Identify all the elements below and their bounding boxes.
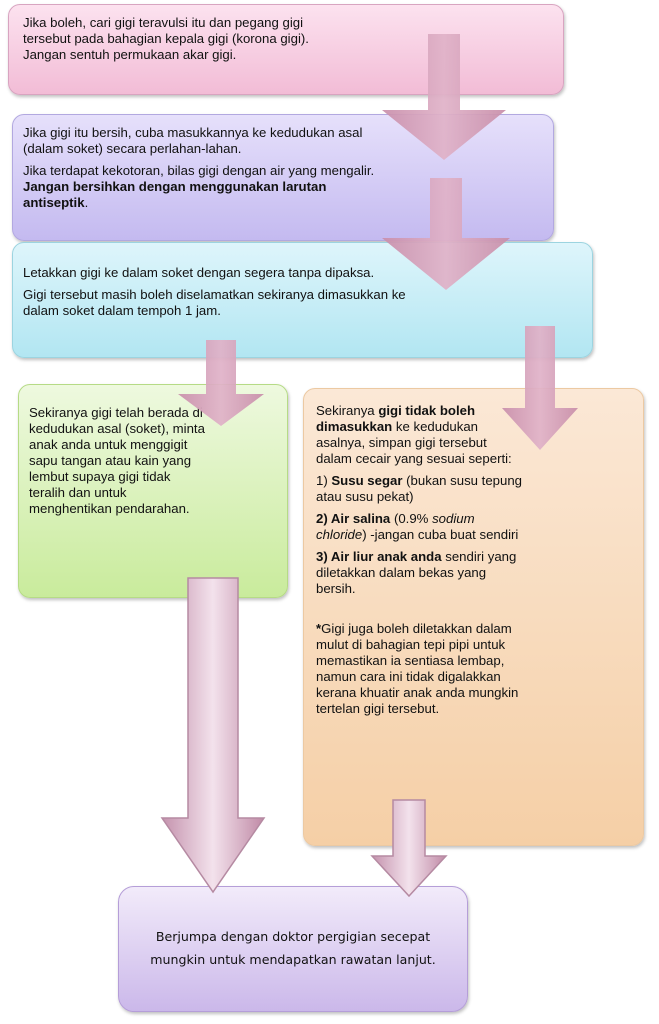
option-3: 3) Air liur anak anda sendiri yang diletakkan dalam bekas yang bersih. xyxy=(316,549,517,596)
right-branch-intro: Sekiranya gigi tidak boleh dimasukkan ke kedudukan asalnya, simpan gigi tersebut dalam cecair yang sesuai seperti: xyxy=(316,403,512,466)
step-3-paragraph-2: Gigi tersebut masih boleh diselamatkan sekiranya dimasukkan ke dalam soket dalam tempoh 1 jam. xyxy=(23,287,406,318)
step-2-paragraph-1: Jika gigi itu bersih, cuba masukkannya ke kedudukan asal (dalam soket) secara perlahan-lahan. xyxy=(23,125,363,156)
down-arrow-1 xyxy=(382,34,506,160)
down-arrow-2 xyxy=(382,178,510,290)
down-arrow-5 xyxy=(162,578,264,892)
final-step-text: Berjumpa dengan doktor pergigian secepat mungkin untuk mendapatkan rawatan lanjut. xyxy=(150,929,436,967)
down-arrow-4 xyxy=(502,326,578,450)
step-2-warning: Jangan bersihkan dengan menggunakan larutan antiseptik xyxy=(23,179,327,210)
step-1-text: Jika boleh, cari gigi teravulsi itu dan pegang gigi tersebut pada bahagian kepala gigi (korona gigi). Jangan sentuh permukaan akar gigi. xyxy=(23,15,309,62)
down-arrow-3 xyxy=(178,340,264,426)
option-2: 2) Air salina (0.9% sodium chloride) -jangan cuba buat sendiri xyxy=(316,511,519,542)
right-branch-note: *Gigi juga boleh diletakkan dalam mulut di bahagian tepi pipi untuk memastikan ia sentiasa lembap, namun cara ini tidak digalakkan kerana khuatir anak anda mungkin tertelan gigi tersebut. xyxy=(316,621,519,716)
option-1: 1) Susu segar (bukan susu tepung atau susu pekat) xyxy=(316,473,523,504)
left-branch-text: Sekiranya gigi telah berada di kedudukan asal (soket), minta anak anda untuk menggigit sapu tangan atau kain yang lembut supaya gigi tidak teralih dan untuk menghentikan pendarahan. xyxy=(29,405,205,516)
step-2-paragraph-2: Jika terdapat kekotoran, bilas gigi dengan air yang mengalir. Jangan bersihkan dengan menggunakan larutan antiseptik. xyxy=(23,163,375,210)
step-3-paragraph-1: Letakkan gigi ke dalam soket dengan segera tanpa dipaksa. xyxy=(23,265,375,280)
down-arrow-6 xyxy=(372,800,446,896)
